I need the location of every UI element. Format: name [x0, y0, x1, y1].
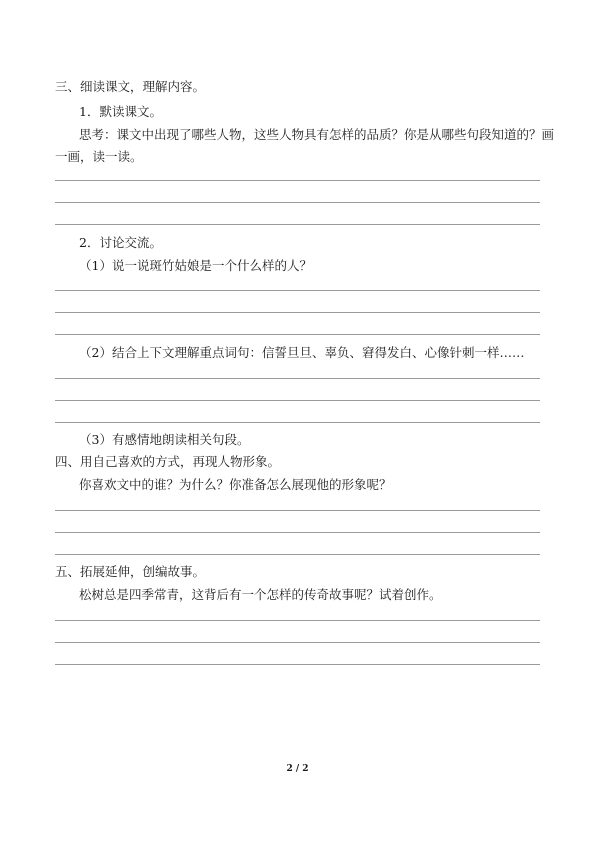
section-5-prompt: 松树总是四季常青，这背后有一个怎样的传奇故事呢？试着创作。	[79, 587, 442, 602]
answer-line[interactable]	[55, 510, 540, 511]
item-1-prompt-line-1: 思考：课文中出现了哪些人物，这些人物具有怎样的品质？你是从哪些句段知道的？画	[79, 127, 555, 142]
answer-line[interactable]	[55, 554, 540, 555]
answer-line[interactable]	[55, 334, 540, 335]
answer-line[interactable]	[55, 422, 540, 423]
answer-line[interactable]	[55, 312, 540, 313]
item-2-label: 2．讨论交流。	[79, 235, 162, 250]
answer-line[interactable]	[55, 400, 540, 401]
item-2-sub-3: （3）有感情地朗读相关句段。	[79, 432, 250, 447]
section-5-heading: 五、拓展延伸，创编故事。	[55, 564, 206, 579]
answer-line[interactable]	[55, 532, 540, 533]
item-2-sub-2: （2）结合上下文理解重点词句：信誓旦旦、辜负、窘得发白、心像针刺一样……	[79, 345, 525, 360]
item-1-prompt-line-2: 一画，读一读。	[55, 149, 143, 164]
answer-line[interactable]	[55, 202, 540, 203]
answer-line[interactable]	[55, 378, 540, 379]
answer-line[interactable]	[55, 180, 540, 181]
page-number: 2 / 2	[286, 764, 309, 774]
item-2-sub-1: （1）说一说斑竹姑娘是一个什么样的人？	[79, 258, 312, 273]
section-4-heading: 四、用自己喜欢的方式，再现人物形象。	[55, 454, 281, 469]
answer-line[interactable]	[55, 290, 540, 291]
answer-line[interactable]	[55, 642, 540, 643]
answer-line[interactable]	[55, 664, 540, 665]
section-3-heading: 三、细读课文，理解内容。	[55, 79, 206, 94]
answer-line[interactable]	[55, 620, 540, 621]
item-1-label: 1．默读课文。	[79, 104, 162, 119]
section-4-prompt: 你喜欢文中的谁？为什么？你准备怎么展现他的形象呢？	[79, 477, 392, 492]
answer-line[interactable]	[55, 224, 540, 225]
